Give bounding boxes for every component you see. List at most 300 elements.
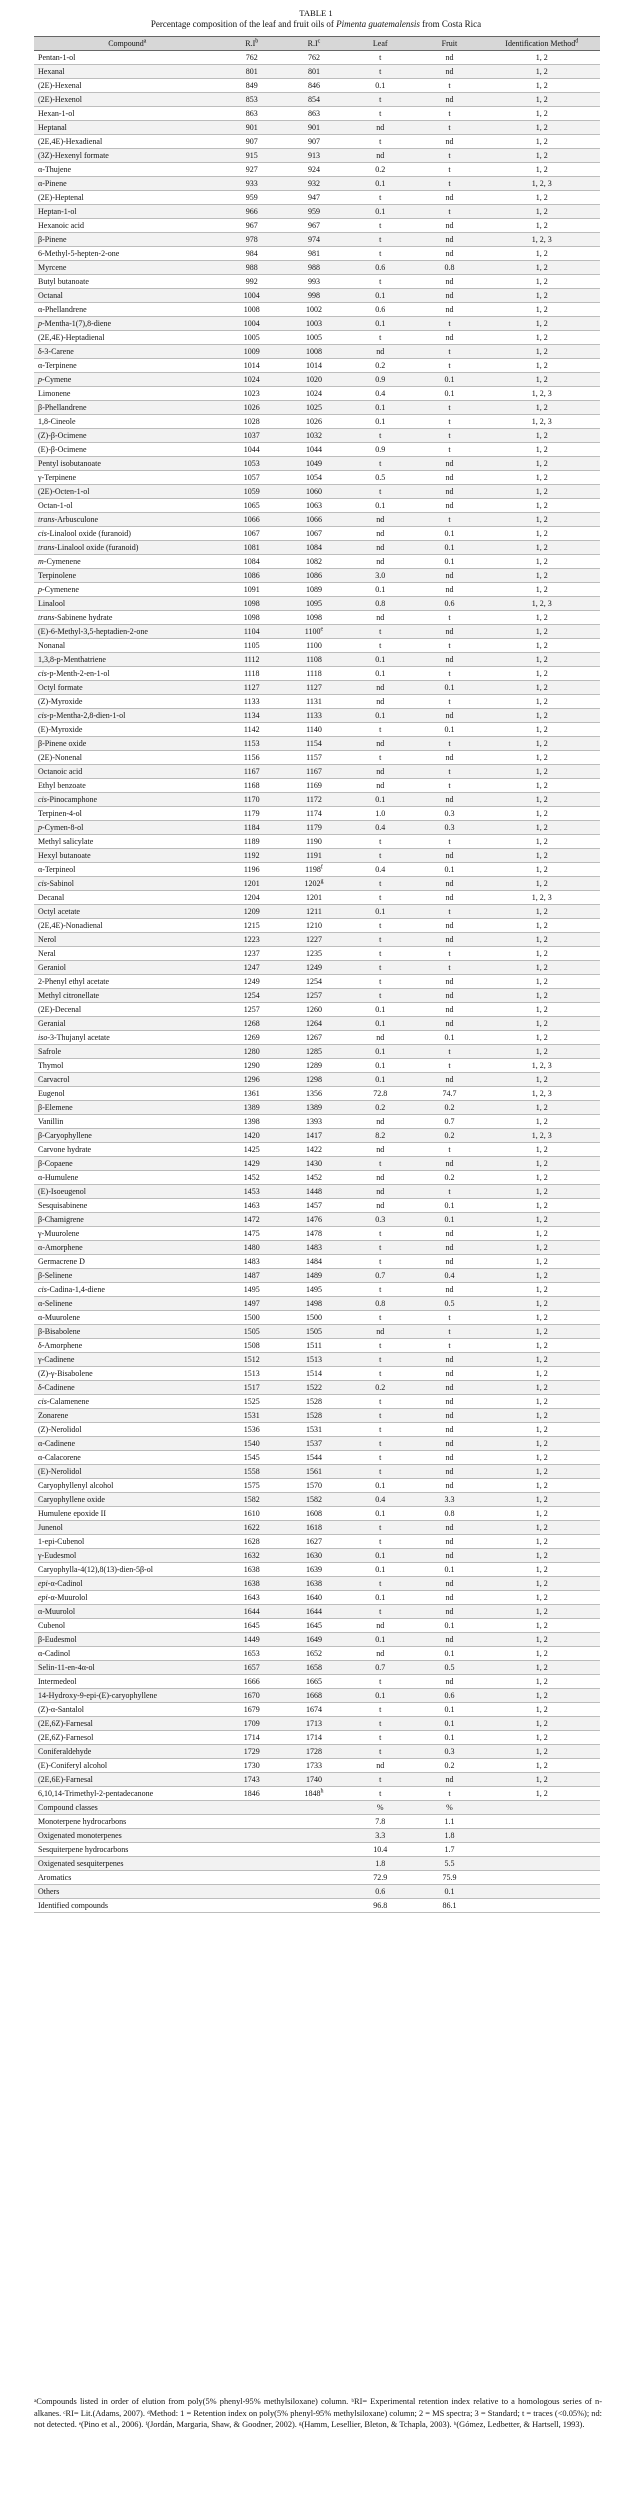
ri-experimental: 1670 (221, 1689, 283, 1703)
ri-literature: 1249 (283, 961, 345, 975)
ri-literature: 1157 (283, 751, 345, 765)
ri-experimental: 1361 (221, 1087, 283, 1101)
fruit-percent: 0.1 (415, 1731, 483, 1745)
header-method: Identification Method$^d$ (484, 37, 600, 51)
compound-name: Geraniol (34, 961, 221, 975)
compound-name: β-Bisabolene (34, 1325, 221, 1339)
compound-name: (2E,6Z)-Farnesal (34, 1717, 221, 1731)
fruit-percent: nd (415, 1451, 483, 1465)
identification-method: 1, 2 (484, 1731, 600, 1745)
fruit-percent: nd (415, 625, 483, 639)
class-fruit-percent: 86.1 (415, 1899, 483, 1913)
table-row (34, 1297, 600, 1311)
compound-name: (Z)-Nerolidol (34, 1423, 221, 1437)
ri-literature: 1728 (283, 1745, 345, 1759)
ri-literature: 1495 (283, 1283, 345, 1297)
ri-literature: 854 (283, 93, 345, 107)
ri-literature: 1740 (283, 1773, 345, 1787)
identification-method: 1, 2 (484, 275, 600, 289)
empty-cell (283, 1857, 345, 1871)
ri-literature: 974 (283, 233, 345, 247)
compound-name: β-Chamigrene (34, 1213, 221, 1227)
fruit-percent: nd (415, 471, 483, 485)
table-row (34, 1675, 600, 1689)
class-leaf-percent: 0.6 (345, 1885, 415, 1899)
compound-name: Ethyl benzoate (34, 779, 221, 793)
leaf-percent: 0.1 (345, 583, 415, 597)
ri-experimental: 927 (221, 163, 283, 177)
identification-method: 1, 2, 3 (484, 891, 600, 905)
ri-experimental: 1215 (221, 919, 283, 933)
ri-experimental: 959 (221, 191, 283, 205)
compound-name: Heptan-1-ol (34, 205, 221, 219)
identification-method: 1, 2, 3 (484, 1087, 600, 1101)
ri-experimental: 1420 (221, 1129, 283, 1143)
ri-literature: 913 (283, 149, 345, 163)
fruit-percent: t (415, 1143, 483, 1157)
identification-method: 1, 2 (484, 1143, 600, 1157)
ri-literature: 907 (283, 135, 345, 149)
ri-experimental: 1657 (221, 1661, 283, 1675)
empty-cell (221, 1829, 283, 1843)
empty-cell (484, 1899, 600, 1913)
leaf-percent: nd (345, 149, 415, 163)
leaf-percent: nd (345, 1031, 415, 1045)
ri-experimental: 1425 (221, 1143, 283, 1157)
ri-literature: 998 (283, 289, 345, 303)
fruit-percent: 0.1 (415, 541, 483, 555)
identification-method: 1, 2 (484, 1031, 600, 1045)
leaf-percent: t (345, 1535, 415, 1549)
ri-literature: 1452 (283, 1171, 345, 1185)
empty-cell (484, 1857, 600, 1871)
ri-literature: 1067 (283, 527, 345, 541)
table-row (34, 163, 600, 177)
leaf-percent: 0.1 (345, 1549, 415, 1563)
identification-method: 1, 2 (484, 1745, 600, 1759)
identification-method: 1, 2 (484, 1171, 600, 1185)
table-row (34, 51, 600, 65)
class-fruit-percent: 0.1 (415, 1885, 483, 1899)
identification-method: 1, 2 (484, 1297, 600, 1311)
ri-literature: 1417 (283, 1129, 345, 1143)
leaf-percent: t (345, 135, 415, 149)
table-row (34, 1311, 600, 1325)
table-row (34, 1059, 600, 1073)
ri-experimental: 1644 (221, 1605, 283, 1619)
empty-cell (484, 1829, 600, 1843)
leaf-percent: t (345, 1703, 415, 1717)
ri-literature: 1060 (283, 485, 345, 499)
compound-name: Safrole (34, 1045, 221, 1059)
identification-method: 1, 2 (484, 443, 600, 457)
ri-experimental: 1170 (221, 793, 283, 807)
title-species: Pimenta guatemalensis (336, 19, 420, 29)
fruit-percent: nd (415, 919, 483, 933)
ri-experimental: 1729 (221, 1745, 283, 1759)
summary-row (34, 1815, 600, 1829)
ri-experimental: 1142 (221, 723, 283, 737)
ri-experimental: 1540 (221, 1437, 283, 1451)
compound-name: p-Cymen-8-ol (34, 821, 221, 835)
ri-experimental: 1209 (221, 905, 283, 919)
compound-name: Limonene (34, 387, 221, 401)
ri-literature: 1003 (283, 317, 345, 331)
leaf-percent: t (345, 1311, 415, 1325)
leaf-percent: 0.2 (345, 359, 415, 373)
identification-method: 1, 2 (484, 849, 600, 863)
identification-method: 1, 2 (484, 555, 600, 569)
identification-method: 1, 2 (484, 709, 600, 723)
leaf-percent: t (345, 191, 415, 205)
table-row (34, 737, 600, 751)
leaf-percent: 0.1 (345, 667, 415, 681)
table-row (34, 527, 600, 541)
leaf-percent: nd (345, 1325, 415, 1339)
compound-name: Myrcene (34, 261, 221, 275)
compound-name: α-Cadinol (34, 1647, 221, 1661)
ri-experimental: 1014 (221, 359, 283, 373)
ri-literature: 1049 (283, 457, 345, 471)
table-row (34, 835, 600, 849)
ri-literature: 1100 (283, 639, 345, 653)
ri-experimental: 1133 (221, 695, 283, 709)
leaf-percent: t (345, 1241, 415, 1255)
leaf-percent: t (345, 1339, 415, 1353)
leaf-percent: 0.2 (345, 1101, 415, 1115)
ri-literature: 1285 (283, 1045, 345, 1059)
compound-name: trans-Arbusculone (34, 513, 221, 527)
leaf-percent: 0.6 (345, 303, 415, 317)
leaf-percent: t (345, 1451, 415, 1465)
compound-name: Caryophyllene oxide (34, 1493, 221, 1507)
ri-literature: 1674 (283, 1703, 345, 1717)
compound-name: epi-α-Cadinol (34, 1577, 221, 1591)
compound-name: (E)-Isoeugenol (34, 1185, 221, 1199)
leaf-percent: t (345, 429, 415, 443)
empty-cell (221, 1843, 283, 1857)
ri-experimental: 1505 (221, 1325, 283, 1339)
table-row (34, 387, 600, 401)
leaf-percent: t (345, 1409, 415, 1423)
classes-label: Compound classes (34, 1801, 221, 1815)
ri-literature: 1235 (283, 947, 345, 961)
compound-name: β-Eudesmol (34, 1633, 221, 1647)
table-row (34, 1395, 600, 1409)
ri-experimental: 1531 (221, 1409, 283, 1423)
leaf-percent: 0.1 (345, 289, 415, 303)
ri-experimental: 1156 (221, 751, 283, 765)
ri-literature: 1489 (283, 1269, 345, 1283)
table-row (34, 1633, 600, 1647)
ri-experimental: 1118 (221, 667, 283, 681)
compound-name: Octanal (34, 289, 221, 303)
ri-experimental: 1065 (221, 499, 283, 513)
fruit-percent: 0.2 (415, 1759, 483, 1773)
ri-literature: 1640 (283, 1591, 345, 1605)
compound-name: Selin-11-en-4α-ol (34, 1661, 221, 1675)
identification-method: 1, 2 (484, 1227, 600, 1241)
ri-literature: 1131 (283, 695, 345, 709)
compound-name: Hexan-1-ol (34, 107, 221, 121)
compound-name: α-Thujene (34, 163, 221, 177)
ri-literature: 1561 (283, 1465, 345, 1479)
ri-experimental: 1545 (221, 1451, 283, 1465)
table-row (34, 1689, 600, 1703)
leaf-percent: t (345, 835, 415, 849)
fruit-percent: nd (415, 247, 483, 261)
fruit-percent: nd (415, 1437, 483, 1451)
identification-method: 1, 2 (484, 1759, 600, 1773)
leaf-percent: 0.1 (345, 415, 415, 429)
class-fruit-percent: 1.8 (415, 1829, 483, 1843)
fruit-percent: t (415, 401, 483, 415)
identification-method: 1, 2 (484, 1241, 600, 1255)
ri-experimental: 1237 (221, 947, 283, 961)
table-row (34, 1255, 600, 1269)
leaf-percent: t (345, 947, 415, 961)
fruit-percent: nd (415, 1465, 483, 1479)
table-row (34, 303, 600, 317)
ri-experimental: 1167 (221, 765, 283, 779)
identification-method: 1, 2 (484, 1325, 600, 1339)
fruit-percent: nd (415, 1227, 483, 1241)
identification-method: 1, 2 (484, 1787, 600, 1801)
identification-method: 1, 2 (484, 51, 600, 65)
ri-literature: 1528 (283, 1395, 345, 1409)
ri-literature: 801 (283, 65, 345, 79)
fruit-percent: nd (415, 65, 483, 79)
ri-literature: 1044 (283, 443, 345, 457)
compound-name: (2E)-Octen-1-ol (34, 485, 221, 499)
leaf-percent: t (345, 625, 415, 639)
table-row (34, 1353, 600, 1367)
identification-method: 1, 2 (484, 1437, 600, 1451)
identification-method: 1, 2 (484, 1003, 600, 1017)
ri-literature: 1260 (283, 1003, 345, 1017)
table-row (34, 1619, 600, 1633)
compound-name: p-Mentha-1(7),8-diene (34, 317, 221, 331)
ri-experimental: 1846 (221, 1787, 283, 1801)
leaf-percent: nd (345, 1647, 415, 1661)
table-row (34, 709, 600, 723)
leaf-percent: t (345, 1745, 415, 1759)
leaf-percent: t (345, 1437, 415, 1451)
ri-literature: 1665 (283, 1675, 345, 1689)
header-leaf: Leaf (345, 37, 415, 51)
compound-name: Terpinen-4-ol (34, 807, 221, 821)
leaf-percent: 0.3 (345, 1213, 415, 1227)
compound-name: epi-α-Muurolol (34, 1591, 221, 1605)
ri-literature: 1026 (283, 415, 345, 429)
identification-method: 1, 2 (484, 989, 600, 1003)
ri-experimental: 1184 (221, 821, 283, 835)
leaf-percent: t (345, 1395, 415, 1409)
leaf-percent: 0.1 (345, 205, 415, 219)
summary-row (34, 1899, 600, 1913)
fruit-percent: t (415, 205, 483, 219)
identification-method: 1, 2 (484, 149, 600, 163)
fruit-percent: nd (415, 933, 483, 947)
ri-experimental: 901 (221, 121, 283, 135)
ri-literature: 1356 (283, 1087, 345, 1101)
ri-experimental: 1249 (221, 975, 283, 989)
table-row (34, 681, 600, 695)
fruit-percent: t (415, 79, 483, 93)
leaf-percent: t (345, 1605, 415, 1619)
ri-experimental: 1628 (221, 1535, 283, 1549)
fruit-percent: nd (415, 1395, 483, 1409)
table-row (34, 653, 600, 667)
leaf-percent: t (345, 1773, 415, 1787)
identification-method: 1, 2 (484, 65, 600, 79)
compound-name: Coniferaldehyde (34, 1745, 221, 1759)
ri-literature: 1544 (283, 1451, 345, 1465)
ri-literature: 993 (283, 275, 345, 289)
fruit-percent: nd (415, 1479, 483, 1493)
identification-method: 1, 2, 3 (484, 1129, 600, 1143)
leaf-percent: t (345, 457, 415, 471)
ri-literature: 1198$^f$ (283, 863, 345, 877)
ri-experimental: 1086 (221, 569, 283, 583)
fruit-percent: t (415, 695, 483, 709)
leaf-percent: 3.0 (345, 569, 415, 583)
ri-experimental: 915 (221, 149, 283, 163)
classes-header-row (34, 1801, 600, 1815)
ri-literature: 863 (283, 107, 345, 121)
ri-experimental: 1638 (221, 1577, 283, 1591)
compound-name: β-Pinene (34, 233, 221, 247)
identification-method: 1, 2 (484, 723, 600, 737)
fruit-percent: 0.1 (415, 1703, 483, 1717)
table-row (34, 1017, 600, 1031)
fruit-percent: nd (415, 135, 483, 149)
fruit-percent: t (415, 1185, 483, 1199)
summary-row (34, 1843, 600, 1857)
summary-row (34, 1829, 600, 1843)
class-name: Others (34, 1885, 221, 1899)
fruit-percent: 0.1 (415, 863, 483, 877)
table-row (34, 317, 600, 331)
compound-name: Methyl citronellate (34, 989, 221, 1003)
leaf-percent: nd (345, 345, 415, 359)
leaf-percent: 0.1 (345, 401, 415, 415)
compound-name: cis-Linalool oxide (furanoid) (34, 527, 221, 541)
ri-literature: 1095 (283, 597, 345, 611)
compound-name: α-Humulene (34, 1171, 221, 1185)
ri-experimental: 988 (221, 261, 283, 275)
ri-experimental: 1268 (221, 1017, 283, 1031)
compound-name: (3Z)-Hexenyl formate (34, 149, 221, 163)
fruit-percent: nd (415, 1577, 483, 1591)
compound-name: 14-Hydroxy-9-epi-(E)-caryophyllene (34, 1689, 221, 1703)
fruit-percent: t (415, 905, 483, 919)
ri-experimental: 1134 (221, 709, 283, 723)
leaf-percent: t (345, 919, 415, 933)
ri-experimental: 978 (221, 233, 283, 247)
ri-literature: 1082 (283, 555, 345, 569)
ri-experimental: 1290 (221, 1059, 283, 1073)
compound-name: Neral (34, 947, 221, 961)
table-row (34, 93, 600, 107)
compound-name: (2E,4E)-Heptadienal (34, 331, 221, 345)
ri-literature: 1054 (283, 471, 345, 485)
identification-method: 1, 2, 3 (484, 597, 600, 611)
ri-literature: 1714 (283, 1731, 345, 1745)
table-title (0, 19, 632, 30)
table-row (34, 1283, 600, 1297)
identification-method: 1, 2 (484, 1675, 600, 1689)
table-row (34, 1129, 600, 1143)
table-row (34, 1115, 600, 1129)
ri-experimental: 984 (221, 247, 283, 261)
ri-literature: 1448 (283, 1185, 345, 1199)
identification-method: 1, 2 (484, 1773, 600, 1787)
ri-literature: 1254 (283, 975, 345, 989)
identification-method: 1, 2 (484, 625, 600, 639)
ri-literature: 967 (283, 219, 345, 233)
leaf-percent: nd (345, 1185, 415, 1199)
leaf-percent: 0.1 (345, 1073, 415, 1087)
compound-name: cis-Pinocamphone (34, 793, 221, 807)
identification-method: 1, 2 (484, 289, 600, 303)
leaf-percent: t (345, 65, 415, 79)
leaf-percent: t (345, 751, 415, 765)
table-row (34, 1745, 600, 1759)
identification-method: 1, 2 (484, 219, 600, 233)
ri-literature: 1430 (283, 1157, 345, 1171)
ri-literature: 1005 (283, 331, 345, 345)
identification-method: 1, 2 (484, 835, 600, 849)
compound-name: (Z)-β-Ocimene (34, 429, 221, 443)
empty-cell (484, 1801, 600, 1815)
identification-method: 1, 2 (484, 919, 600, 933)
empty-cell (283, 1885, 345, 1899)
identification-method: 1, 2 (484, 485, 600, 499)
leaf-percent: 0.8 (345, 1297, 415, 1311)
leaf-percent: 0.1 (345, 709, 415, 723)
ri-experimental: 1066 (221, 513, 283, 527)
table-row (34, 233, 600, 247)
ri-literature: 1630 (283, 1549, 345, 1563)
ri-literature: 1668 (283, 1689, 345, 1703)
empty-cell (484, 1815, 600, 1829)
ri-experimental: 1105 (221, 639, 283, 653)
fruit-percent: t (415, 639, 483, 653)
ri-literature: 1201 (283, 891, 345, 905)
fruit-percent: nd (415, 93, 483, 107)
identification-method: 1, 2 (484, 1283, 600, 1297)
fruit-percent: nd (415, 1073, 483, 1087)
identification-method: 1, 2 (484, 779, 600, 793)
compound-name: 1-epi-Cubenol (34, 1535, 221, 1549)
fruit-percent: nd (415, 1535, 483, 1549)
table-row (34, 177, 600, 191)
compound-name: cis-Sabinol (34, 877, 221, 891)
fruit-percent: nd (415, 709, 483, 723)
identification-method: 1, 2 (484, 1213, 600, 1227)
identification-method: 1, 2 (484, 1255, 600, 1269)
leaf-percent: 0.4 (345, 1493, 415, 1507)
compound-name: 1,8-Cineole (34, 415, 221, 429)
table-row (34, 695, 600, 709)
ri-literature: 846 (283, 79, 345, 93)
table-row (34, 1717, 600, 1731)
ri-literature: 1848$^h$ (283, 1787, 345, 1801)
ri-literature: 1522 (283, 1381, 345, 1395)
ri-experimental: 1053 (221, 457, 283, 471)
fruit-percent: nd (415, 1003, 483, 1017)
